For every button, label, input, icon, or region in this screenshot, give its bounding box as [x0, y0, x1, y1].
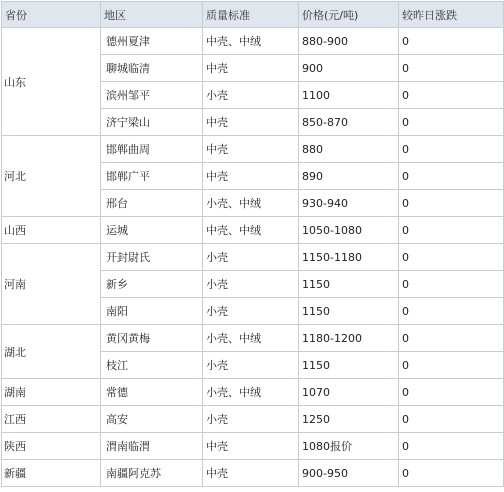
- district-cell: 邯郸广平: [101, 163, 203, 190]
- district-cell: 滨州邹平: [101, 82, 203, 109]
- price-cell: 1150: [299, 298, 399, 325]
- change-cell: 0: [399, 190, 504, 217]
- price-cell: 900: [299, 55, 399, 82]
- province-cell: 陕西: [2, 433, 101, 460]
- change-cell: 0: [399, 379, 504, 406]
- price-cell: 890: [299, 163, 399, 190]
- district-cell: 运城: [101, 217, 203, 244]
- quality-cell: 小壳: [203, 244, 299, 271]
- quality-cell: 小壳: [203, 82, 299, 109]
- change-cell: 0: [399, 271, 504, 298]
- change-cell: 0: [399, 28, 504, 55]
- district-cell: 聊城临清: [101, 55, 203, 82]
- table-row: [2, 136, 504, 163]
- change-cell: 0: [399, 433, 504, 460]
- quality-cell: 小壳、中绒: [203, 190, 299, 217]
- change-cell: 0: [399, 136, 504, 163]
- quality-cell: 中壳: [203, 55, 299, 82]
- price-cell: 1150: [299, 352, 399, 379]
- header-quality: 质量标准: [203, 2, 299, 28]
- price-cell: 880: [299, 136, 399, 163]
- price-cell: 1100: [299, 82, 399, 109]
- table-row: [2, 28, 504, 55]
- quality-cell: 小壳: [203, 352, 299, 379]
- price-cell: 930-940: [299, 190, 399, 217]
- table-row: [2, 379, 504, 406]
- province-cell: 湖南: [2, 379, 101, 406]
- district-cell: 德州夏津: [101, 28, 203, 55]
- district-cell: 渭南临渭: [101, 433, 203, 460]
- change-cell: 0: [399, 406, 504, 433]
- change-cell: 0: [399, 55, 504, 82]
- header-district: 地区: [101, 2, 203, 28]
- header-change: 较昨日涨跌: [399, 2, 504, 28]
- province-cell: 湖北: [2, 325, 101, 379]
- district-cell: 邢台: [101, 190, 203, 217]
- table-body: [2, 28, 504, 487]
- price-cell: 1250: [299, 406, 399, 433]
- price-cell: 1180-1200: [299, 325, 399, 352]
- header-price: 价格(元/吨): [299, 2, 399, 28]
- change-cell: 0: [399, 352, 504, 379]
- quality-cell: 中壳: [203, 460, 299, 487]
- province-cell: 河北: [2, 136, 101, 217]
- table-header: [2, 2, 504, 28]
- table-row: [2, 325, 504, 352]
- quality-cell: 小壳、中绒: [203, 325, 299, 352]
- change-cell: 0: [399, 109, 504, 136]
- price-table: [1, 1, 504, 487]
- province-cell: 山东: [2, 28, 101, 136]
- price-cell: 1150-1180: [299, 244, 399, 271]
- quality-cell: 中壳: [203, 109, 299, 136]
- change-cell: 0: [399, 460, 504, 487]
- district-cell: 黄冈黄梅: [101, 325, 203, 352]
- table-row: [2, 433, 504, 460]
- change-cell: 0: [399, 217, 504, 244]
- district-cell: 济宁梁山: [101, 109, 203, 136]
- district-cell: 南阳: [101, 298, 203, 325]
- change-cell: 0: [399, 163, 504, 190]
- price-cell: 1070: [299, 379, 399, 406]
- quality-cell: 中壳、中绒: [203, 28, 299, 55]
- quality-cell: 小壳: [203, 271, 299, 298]
- province-cell: 新疆: [2, 460, 101, 487]
- change-cell: 0: [399, 298, 504, 325]
- change-cell: 0: [399, 82, 504, 109]
- table-row: [2, 217, 504, 244]
- quality-cell: 小壳、中绒: [203, 379, 299, 406]
- district-cell: 新乡: [101, 271, 203, 298]
- quality-cell: 小壳: [203, 298, 299, 325]
- district-cell: 邯郸曲周: [101, 136, 203, 163]
- table-row: [2, 460, 504, 487]
- table-row: [2, 406, 504, 433]
- quality-cell: 中壳、中绒: [203, 217, 299, 244]
- district-cell: 枝江: [101, 352, 203, 379]
- change-cell: 0: [399, 244, 504, 271]
- quality-cell: 小壳: [203, 406, 299, 433]
- district-cell: 常德: [101, 379, 203, 406]
- price-cell: 880-900: [299, 28, 399, 55]
- quality-cell: 中壳: [203, 433, 299, 460]
- header-row: [2, 2, 504, 28]
- quality-cell: 中壳: [203, 136, 299, 163]
- quality-cell: 中壳: [203, 163, 299, 190]
- district-cell: 高安: [101, 406, 203, 433]
- header-province: 省份: [2, 2, 101, 28]
- price-cell: 1050-1080: [299, 217, 399, 244]
- price-cell: 850-870: [299, 109, 399, 136]
- change-cell: 0: [399, 325, 504, 352]
- province-cell: 山西: [2, 217, 101, 244]
- price-cell: 1150: [299, 271, 399, 298]
- district-cell: 南疆阿克苏: [101, 460, 203, 487]
- price-cell: 1080报价: [299, 433, 399, 460]
- district-cell: 开封尉氏: [101, 244, 203, 271]
- province-cell: 江西: [2, 406, 101, 433]
- price-cell: 900-950: [299, 460, 399, 487]
- province-cell: 河南: [2, 244, 101, 325]
- table-row: [2, 244, 504, 271]
